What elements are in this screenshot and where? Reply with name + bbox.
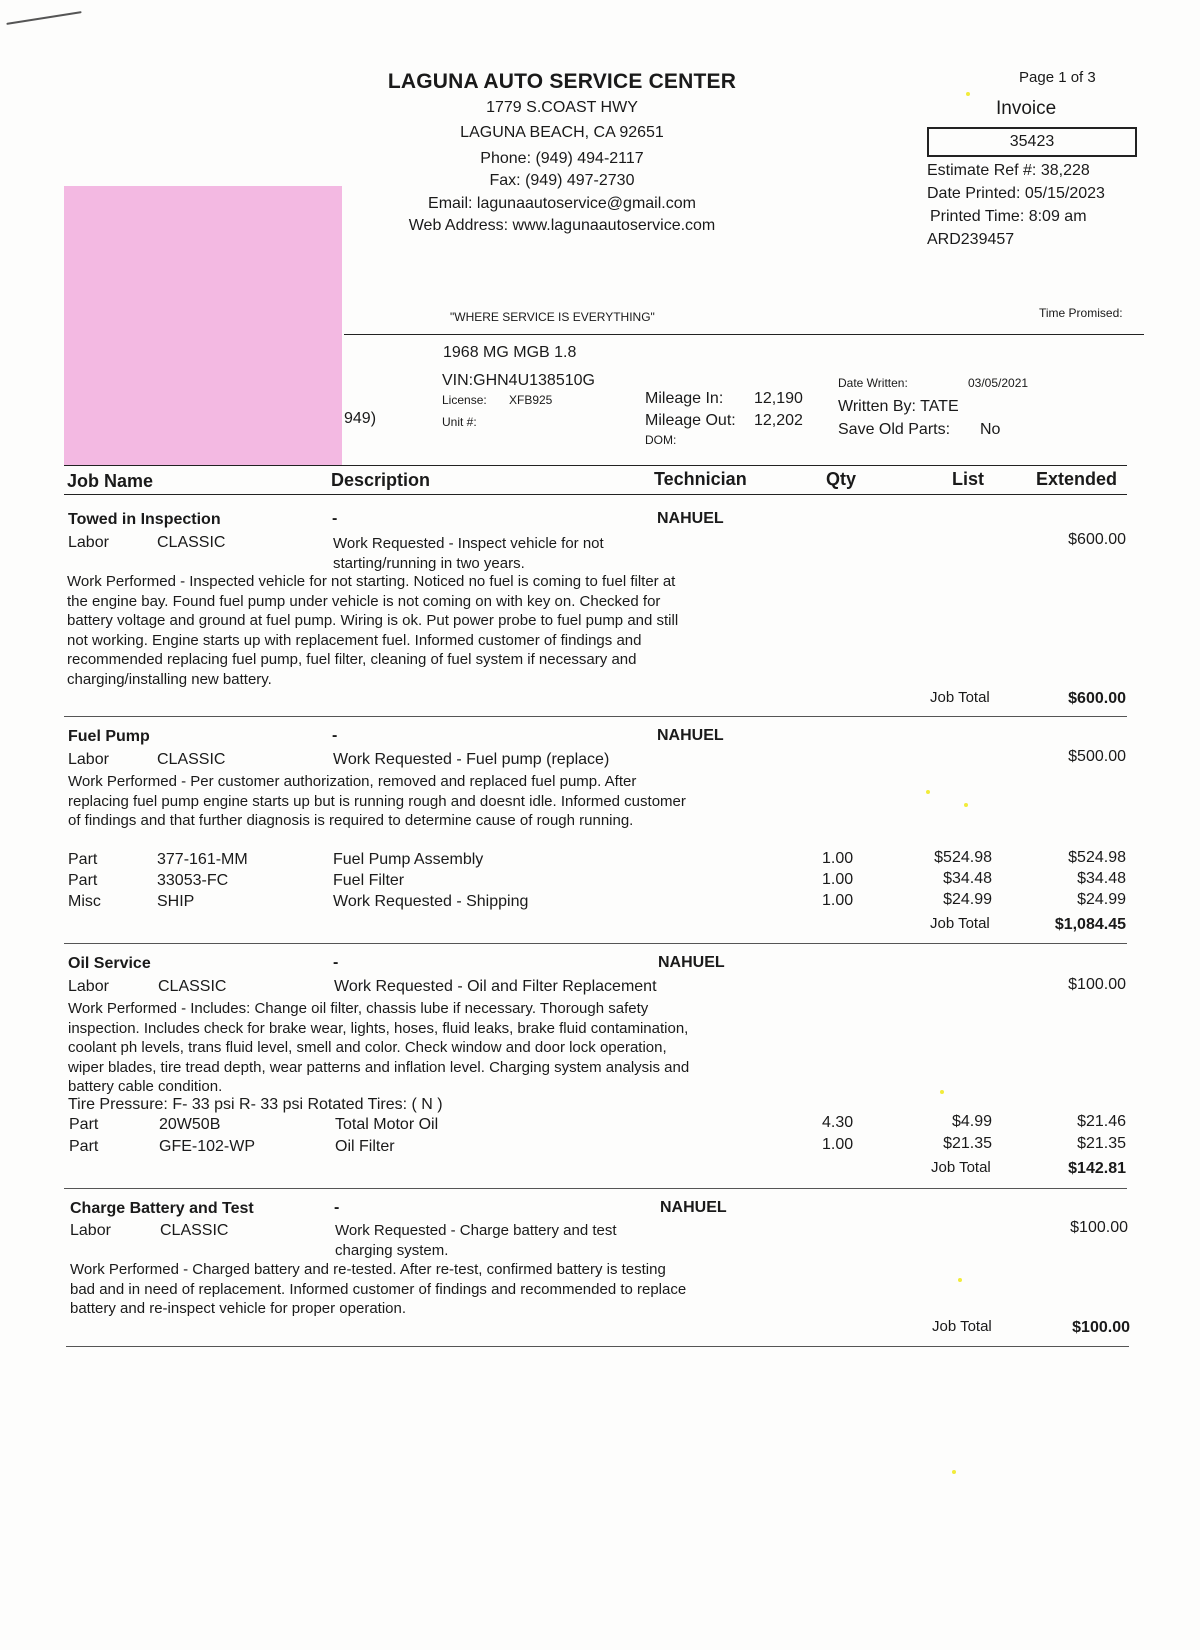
column-header-top-rule bbox=[64, 465, 1127, 466]
pen-mark bbox=[6, 11, 81, 25]
job-total: $600.00 bbox=[1068, 690, 1126, 707]
col-list: List bbox=[952, 469, 985, 489]
highlight-speck bbox=[958, 1278, 962, 1282]
labor-type: Labor bbox=[68, 534, 109, 551]
highlight-speck bbox=[926, 790, 930, 794]
date-printed: Date Printed: 05/15/2023 bbox=[927, 185, 1105, 202]
column-header-bottom-rule bbox=[64, 494, 1127, 495]
job-total-label: Job Total bbox=[931, 1159, 991, 1176]
shop-fax: Fax: (949) 497-2730 bbox=[489, 172, 635, 189]
job-divider bbox=[66, 1346, 1129, 1347]
item-list: $24.99 bbox=[943, 891, 992, 908]
save-old-parts-value: No bbox=[980, 421, 1001, 438]
job-name: Towed in Inspection bbox=[68, 511, 221, 528]
job-total: $100.00 bbox=[1072, 1319, 1130, 1336]
item-code: 33053-FC bbox=[157, 872, 229, 889]
job-dash: - bbox=[333, 954, 339, 971]
mileage-in-value: 12,190 bbox=[754, 390, 803, 407]
item-qty: 1.00 bbox=[822, 892, 854, 909]
labor-description: Work Requested - Oil and Filter Replacement bbox=[334, 978, 657, 995]
invoice-label: Invoice bbox=[996, 98, 1057, 119]
item-qty: 1.00 bbox=[822, 871, 854, 888]
labor-code: CLASSIC bbox=[160, 1222, 229, 1239]
vehicle-vin: VIN:GHN4U138510G bbox=[442, 372, 595, 389]
customer-phone-fragment: 949) bbox=[344, 410, 377, 427]
labor-code: CLASSIC bbox=[157, 534, 226, 551]
shop-address-line2: LAGUNA BEACH, CA 92651 bbox=[460, 124, 664, 141]
job-total: $142.81 bbox=[1068, 1160, 1126, 1177]
labor-extended: $100.00 bbox=[1068, 976, 1126, 993]
job-divider bbox=[64, 1188, 1127, 1189]
labor-code: CLASSIC bbox=[157, 751, 226, 768]
redacted-customer-block bbox=[64, 186, 342, 466]
date-written-label: Date Written: bbox=[838, 376, 908, 390]
col-qty: Qty bbox=[826, 469, 857, 489]
item-description: Oil Filter bbox=[335, 1138, 395, 1155]
date-written-value: 03/05/2021 bbox=[968, 376, 1029, 390]
item-list: $524.98 bbox=[934, 849, 992, 866]
ard-number: ARD239457 bbox=[927, 231, 1015, 248]
highlight-speck bbox=[966, 92, 970, 96]
job-divider bbox=[64, 943, 1127, 944]
labor-extended: $600.00 bbox=[1068, 531, 1126, 548]
printed-time: Printed Time: 8:09 am bbox=[930, 208, 1087, 225]
mileage-out-label: Mileage Out: bbox=[645, 412, 736, 429]
col-extended: Extended bbox=[1036, 469, 1118, 489]
shop-phone: Phone: (949) 494-2117 bbox=[480, 150, 644, 167]
job-total-label: Job Total bbox=[932, 1318, 992, 1335]
time-promised: Time Promised: bbox=[1039, 306, 1123, 320]
item-extended: $34.48 bbox=[1077, 870, 1126, 887]
item-extended: $21.46 bbox=[1077, 1113, 1126, 1130]
labor-extended: $100.00 bbox=[1070, 1219, 1128, 1236]
shop-slogan: "WHERE SERVICE IS EVERYTHING" bbox=[450, 310, 655, 324]
item-extended: $24.99 bbox=[1077, 891, 1126, 908]
item-description: Fuel Filter bbox=[333, 872, 405, 889]
item-extended: $21.35 bbox=[1077, 1135, 1126, 1152]
item-type: Part bbox=[68, 872, 98, 889]
highlight-speck bbox=[952, 1470, 956, 1474]
item-description: Fuel Pump Assembly bbox=[333, 851, 484, 868]
item-description: Total Motor Oil bbox=[335, 1116, 439, 1133]
shop-name: LAGUNA AUTO SERVICE CENTER bbox=[387, 70, 737, 93]
job-total: $1,084.45 bbox=[1054, 916, 1126, 933]
job-dash: - bbox=[332, 510, 338, 527]
labor-description: Work Requested - Charge battery and test charging system. bbox=[335, 1222, 617, 1259]
license-value: XFB925 bbox=[509, 393, 553, 407]
job-total-label: Job Total bbox=[930, 689, 990, 706]
vehicle-model: 1968 MG MGB 1.8 bbox=[443, 344, 577, 361]
item-code: 377-161-MM bbox=[157, 851, 248, 868]
save-old-parts-label: Save Old Parts: bbox=[838, 421, 951, 438]
col-technician: Technician bbox=[654, 469, 747, 489]
item-type: Misc bbox=[68, 893, 101, 910]
invoice-number: 35423 bbox=[927, 127, 1137, 157]
job-name: Oil Service bbox=[68, 955, 151, 972]
labor-type: Labor bbox=[70, 1222, 111, 1239]
labor-description: Work Requested - Inspect vehicle for not starting/running in two years. bbox=[333, 535, 604, 572]
labor-extended: $500.00 bbox=[1068, 748, 1126, 765]
labor-code: CLASSIC bbox=[158, 978, 227, 995]
license-label: License: bbox=[442, 393, 487, 407]
labor-type: Labor bbox=[68, 751, 109, 768]
item-list: $34.48 bbox=[943, 870, 992, 887]
estimate-ref: Estimate Ref #: 38,228 bbox=[927, 162, 1090, 179]
item-code: GFE-102-WP bbox=[159, 1138, 256, 1155]
item-code: 20W50B bbox=[159, 1116, 221, 1133]
item-type: Part bbox=[69, 1116, 99, 1133]
job-technician: NAHUEL bbox=[660, 1199, 727, 1216]
job-technician: NAHUEL bbox=[657, 510, 724, 527]
item-qty: 1.00 bbox=[822, 1136, 854, 1153]
job-technician: NAHUEL bbox=[657, 727, 724, 744]
item-list: $4.99 bbox=[951, 1113, 992, 1130]
col-description: Description bbox=[331, 470, 431, 490]
unit-label: Unit #: bbox=[442, 415, 477, 429]
dom-label: DOM: bbox=[645, 433, 677, 447]
job-dash: - bbox=[334, 1199, 340, 1216]
item-description: Work Requested - Shipping bbox=[333, 893, 529, 910]
item-list: $21.35 bbox=[943, 1135, 992, 1152]
work-performed: Work Performed - Includes: Change oil filter, chassis lube if necessary. Thorough safety inspection. Includes check for brake wear, lights, hoses, fluid leaks, brake fluid contamination, coolant ph levels, trans fluid level, smell and color. Check window and door lock operation, wiper blades, tire tread depth, wear patterns and inflation level. Charging system analysis and battery cable condition. bbox=[68, 1000, 690, 1096]
job-total-label: Job Total bbox=[930, 915, 990, 932]
col-job-name: Job Name bbox=[67, 471, 154, 491]
job-dash: - bbox=[332, 727, 338, 744]
job-technician: NAHUEL bbox=[658, 954, 725, 971]
work-performed: Work Performed - Per customer authorization, removed and replaced fuel pump. After replacing fuel pump engine starts up but is running rough and doesnt idle. Informed customer of findings and that further diagnosis is required to determine cause of rough running. bbox=[68, 773, 686, 830]
item-type: Part bbox=[68, 851, 98, 868]
item-qty: 4.30 bbox=[822, 1114, 854, 1131]
page-number: Page 1 of 3 bbox=[1019, 69, 1096, 86]
work-performed: Work Performed - Inspected vehicle for not starting. Noticed no fuel is coming to fuel filter at the engine bay. Found fuel pump under vehicle is not coming on with key on. Checked for battery voltage and ground at fuel pump. Wiring is ok. Put power probe to fuel pump and still not working. Engine starts up with replacement fuel. Informed customer of findings and recommended replacing fuel pump, fuel filter, cleaning of fuel system if necessary and charging/installing new battery. bbox=[67, 573, 679, 688]
shop-email: Email: lagunaautoservice@gmail.com bbox=[428, 195, 696, 212]
item-extended: $524.98 bbox=[1068, 849, 1126, 866]
labor-type: Labor bbox=[68, 978, 109, 995]
job-divider bbox=[64, 716, 1127, 717]
item-qty: 1.00 bbox=[822, 850, 854, 867]
job-name: Fuel Pump bbox=[68, 728, 150, 745]
highlight-speck bbox=[940, 1090, 944, 1094]
work-performed: Work Performed - Charged battery and re-tested. After re-test, confirmed battery is testing bad and in need of replacement. Informed customer of findings and recommended to replace battery and re-inspect vehicle for proper operation. bbox=[70, 1261, 687, 1318]
header-divider bbox=[344, 334, 1144, 335]
mileage-in-label: Mileage In: bbox=[645, 390, 724, 407]
tire-pressure-line: Tire Pressure: F- 33 psi R- 33 psi Rotated Tires: ( N ) bbox=[68, 1096, 443, 1113]
item-type: Part bbox=[69, 1138, 99, 1155]
written-by: Written By: TATE bbox=[838, 398, 959, 415]
labor-description: Work Requested - Fuel pump (replace) bbox=[333, 751, 610, 768]
item-code: SHIP bbox=[157, 893, 195, 910]
mileage-out-value: 12,202 bbox=[754, 412, 803, 429]
job-name: Charge Battery and Test bbox=[70, 1200, 254, 1217]
shop-web: Web Address: www.lagunaautoservice.com bbox=[408, 217, 716, 234]
shop-address-line1: 1779 S.COAST HWY bbox=[486, 99, 638, 116]
highlight-speck bbox=[964, 803, 968, 807]
